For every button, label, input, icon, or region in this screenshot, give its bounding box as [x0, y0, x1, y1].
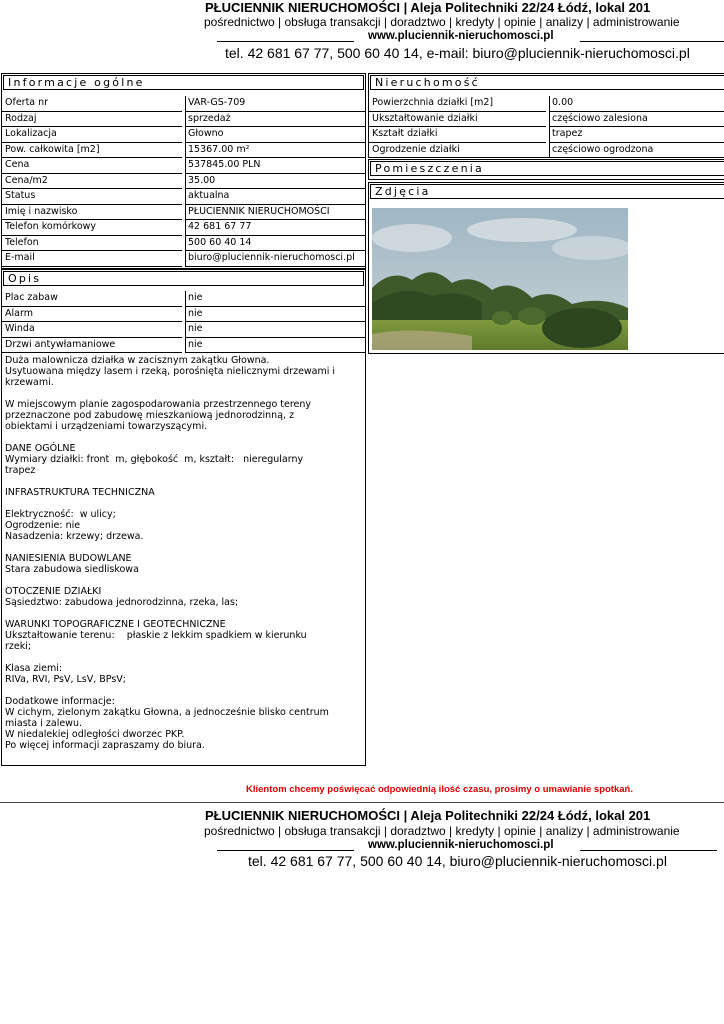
row-label: Oferta nr [2, 96, 182, 112]
table-row [369, 112, 724, 128]
table-row [2, 322, 365, 338]
row-value: Głowno [185, 127, 365, 143]
footer-contact: tel. 42 681 67 77, 500 60 40 14, biuro@pluciennik-nieruchomosci.pl [248, 853, 667, 869]
footer-rule-right [580, 850, 717, 851]
row-value: 35.00 [185, 174, 365, 190]
table-row [2, 291, 365, 307]
footer-rule-left [217, 850, 354, 851]
row-label: Drzwi antywłamaniowe [2, 338, 182, 354]
table-row [2, 158, 365, 174]
description-section [1, 269, 366, 766]
table-row [2, 220, 365, 236]
row-value: nie [185, 307, 365, 323]
footer-company-services: pośrednictwo | obsługa transakcji | doradztwo | kredyty | opinie | analizy | administrowanie [204, 824, 680, 838]
general-info-title: Informacje ogólne [3, 75, 364, 90]
row-value: trapez [549, 127, 724, 143]
rooms-title: Pomieszczenia [370, 161, 724, 176]
description-title: Opis [3, 271, 364, 286]
row-label: Alarm [2, 307, 182, 323]
row-label: Ukształtowanie działki [369, 112, 546, 128]
row-value: częściowo ogrodzona [549, 143, 724, 159]
row-value: 500 60 40 14 [185, 236, 365, 252]
table-row [2, 112, 365, 128]
row-label: Lokalizacja [2, 127, 182, 143]
photos-title: Zdjęcia [370, 184, 724, 199]
table-row [369, 143, 724, 159]
row-value: 42 681 67 77 [185, 220, 365, 236]
row-value: częściowo zalesiona [549, 112, 724, 128]
page-footer [0, 808, 724, 870]
rooms-section [368, 159, 724, 180]
row-value: 0.00 [549, 96, 724, 112]
footer-website-link[interactable]: www.pluciennik-nieruchomosci.pl [368, 839, 554, 851]
row-value: biuro@pluciennik-nieruchomosci.pl [185, 251, 365, 267]
row-label: Rodzaj [2, 112, 182, 128]
row-label: Ogrodzenie działki [369, 143, 546, 159]
row-label: Status [2, 189, 182, 205]
general-info-section [1, 73, 366, 269]
property-table [369, 96, 724, 158]
row-value: PŁUCIENNIK NIERUCHOMOŚCI [185, 205, 365, 221]
table-row [369, 127, 724, 143]
company-title: PŁUCIENNIK NIERUCHOMOŚCI | Aleja Politechniki 22/24 Łódź, lokal 201 [205, 0, 651, 15]
row-label: Winda [2, 322, 182, 338]
page-header [0, 0, 724, 64]
row-value: aktualna [185, 189, 365, 205]
company-services: pośrednictwo | obsługa transakcji | doradztwo | kredyty | opinie | analizy | administrowanie [204, 15, 680, 29]
table-row [2, 205, 365, 221]
company-contact: tel. 42 681 67 77, 500 60 40 14, e-mail: biuro@pluciennik-nieruchomosci.pl [225, 45, 690, 61]
footer-divider [0, 802, 724, 803]
table-row [2, 96, 365, 112]
table-row [2, 251, 365, 267]
row-label: Cena [2, 158, 182, 174]
table-row [369, 96, 724, 112]
appointment-notice: Klientom chcemy poświęcać odpowiednią ilość czasu, prosimy o umawianie spotkań. [246, 784, 633, 795]
row-label: Powierzchnia działki [m2] [369, 96, 546, 112]
row-value: sprzedaż [185, 112, 365, 128]
row-label: Telefon komórkowy [2, 220, 182, 236]
company-website-link[interactable]: www.pluciennik-nieruchomosci.pl [368, 30, 554, 42]
property-section [368, 73, 724, 158]
table-row [2, 189, 365, 205]
table-row [2, 143, 365, 159]
table-row [2, 307, 365, 323]
table-row [2, 174, 365, 190]
table-row [2, 338, 365, 354]
property-title: Nieruchomość [370, 75, 724, 90]
header-rule-right [580, 41, 724, 42]
property-photo[interactable] [372, 208, 628, 350]
table-row [2, 236, 365, 252]
footer-company-title: PŁUCIENNIK NIERUCHOMOŚCI | Aleja Politechniki 22/24 Łódź, lokal 201 [205, 808, 651, 823]
general-info-table [2, 96, 365, 267]
row-value: VAR-GS-709 [185, 96, 365, 112]
row-label: E-mail [2, 251, 182, 267]
row-value: nie [185, 291, 365, 307]
row-label: Telefon [2, 236, 182, 252]
row-label: Plac zabaw [2, 291, 182, 307]
landscape-photo-image [372, 208, 628, 350]
row-label: Cena/m2 [2, 174, 182, 190]
row-label: Kształt działki [369, 127, 546, 143]
row-value: nie [185, 338, 365, 354]
row-label: Imię i nazwisko [2, 205, 182, 221]
header-rule-left [217, 41, 354, 42]
description-text: Duża malownicza działka w zacisznym zakątku Głowna. Usytuowana między lasem i rzeką, porośnięta nielicznymi drzewami i krzewami. W miejscowym planie zagospodarowania przestrzennego tereny przeznaczone pod zabudowę mieszkaniową jednorodzinną, z obiektami i urządzeniami towarzyszącymi. DANE OGÓLNE Wymiary działki: front m, głębokość m, kształt: nieregularny trapez INFRASTRUKTURA TECHNICZNA Elektryczność: w ulicy; Ogrodzenie: nie Nasadzenia: krzewy; drzewa. NANIESIENIA BUDOWLANE Stara zabudowa siedliskowa OTOCZENIE DZIAŁKI Sąsiedztwo: zabudowa jednorodzinna, rzeka, las; WARUNKI TOPOGRAFICZNE I GEOTECHNICZNE Ukształtowanie terenu: płaskie z lekkim spadkiem w kierunku rzeki; Klasa ziemi: RIVa, RVI, PsV, LsV, BPsV; Dodatkowe informacje: W cichym, zielonym zakątku Głowna, a jednocześnie blisko centrum miasta i zalewu. W niedalekiej odległości dworzec PKP. Po więcej informacji zapraszamy do biura. [5, 355, 336, 751]
row-value: nie [185, 322, 365, 338]
row-value: 537845.00 PLN [185, 158, 365, 174]
table-row [2, 127, 365, 143]
row-label: Pow. całkowita [m2] [2, 143, 182, 159]
features-table [2, 291, 365, 353]
row-value: 15367.00 m² [185, 143, 365, 159]
